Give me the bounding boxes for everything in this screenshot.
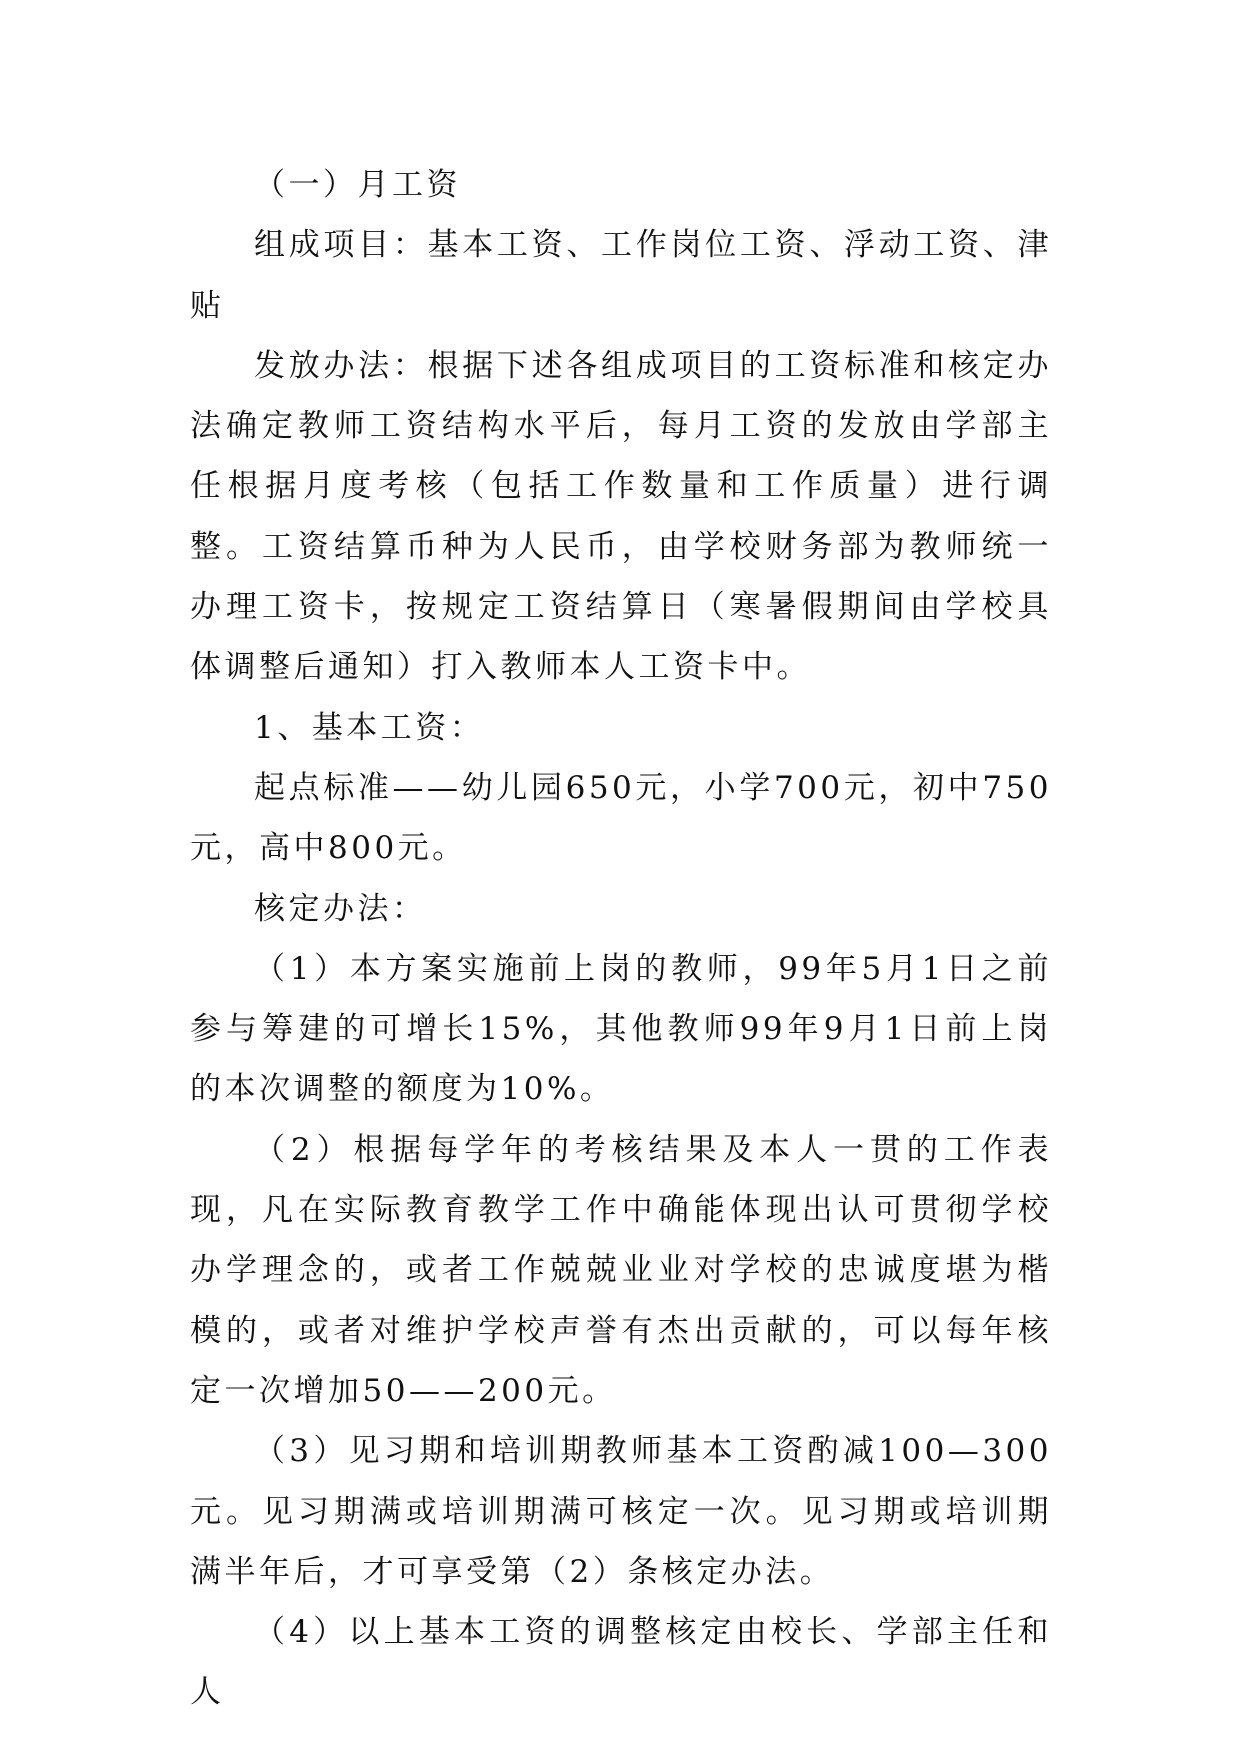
- paragraph-payment-method: 发放办法：根据下述各组成项目的工资标准和核定办法确定教师工资结构水平后，每月工资的发放由学部主任根据月度考核（包括工作数量和工作质量）进行调整。工资结算币种为人民币，由学校财务部为教师统一办理工资卡，按规定工资结算日（寒暑假期间由学校具体调整后通知）打入教师本人工资卡中。: [190, 347, 1052, 686]
- paragraph-composition: 组成项目：基本工资、工作岗位工资、浮动工资、津贴: [190, 227, 1052, 324]
- paragraph-starting-standard: 起点标准——幼儿园650元，小学700元，初中750元，高中800元。: [190, 769, 1052, 867]
- document-body: [190, 155, 1052, 1723]
- list-item-4: （4）以上基本工资的调整核定由校长、学部主任和人: [190, 1614, 1052, 1711]
- subsection-basic-salary: 1、基本工资：: [254, 709, 485, 746]
- paragraph-approval-method: 核定办法：: [254, 890, 427, 927]
- section-heading: （一）月工资: [254, 167, 461, 203]
- list-item-1: （1）本方案实施前上岗的教师，99年5月1日之前参与筹建的可增长15%，其他教师99年9月1日前上岗的本次调整的额度为10%。: [190, 950, 1052, 1108]
- list-item-3: （3）见习期和培训期教师基本工资酌减100—300元。见习期满或培训期满可核定一次。见习期或培训期满半年后，才可享受第（2）条核定办法。: [190, 1433, 1052, 1590]
- list-item-2: （2）根据每学年的考核结果及本人一贯的工作表现，凡在实际教育教学工作中确能体现出认可贯彻学校办学理念的，或者工作兢兢业业对学校的忠诚度堪为楷模的，或者对维护学校声誉有杰出贡献的，可以每年核定一次增加50——200元。: [190, 1131, 1052, 1409]
